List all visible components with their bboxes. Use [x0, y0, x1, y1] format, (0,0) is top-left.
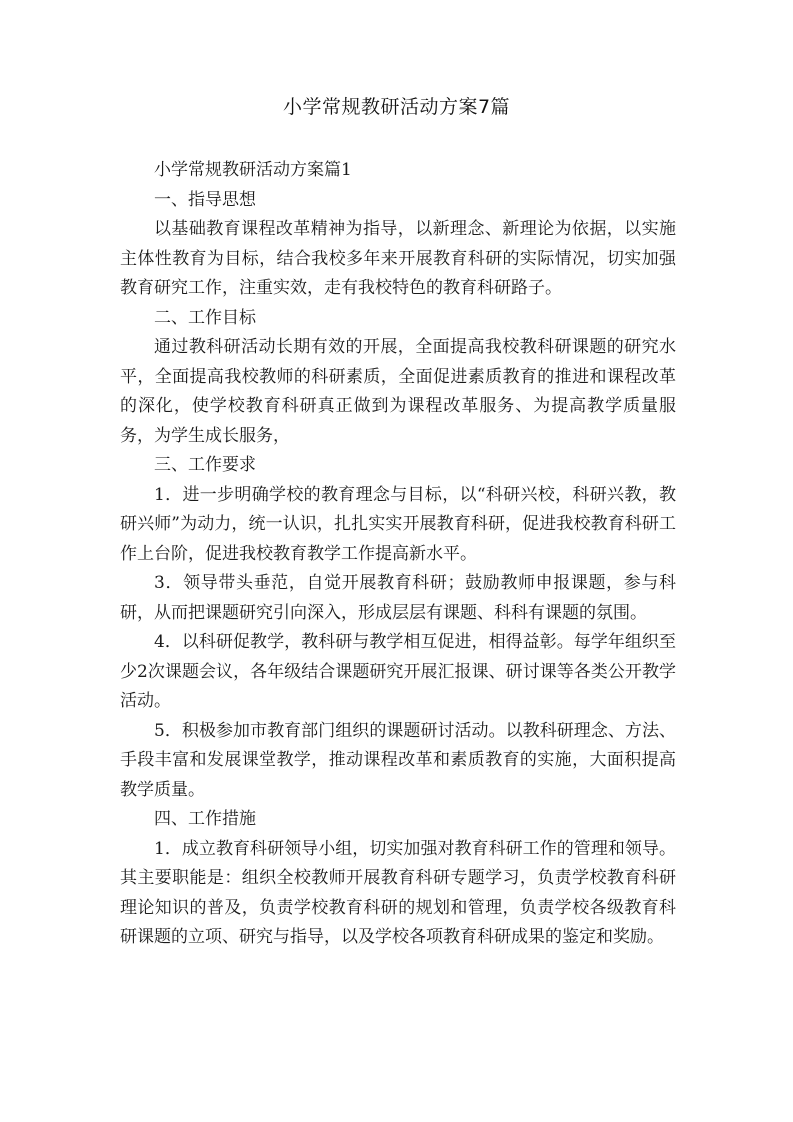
paragraph-requirement-3: 3．领导带头垂范，自觉开展教育科研；鼓励教师申报课题，参与科研，从而把课题研究引向深入，形成层层有课题、科科有课题的氛围。 [120, 573, 676, 623]
document-title: 小学常规教研活动方案7篇 [282, 96, 511, 118]
heading-guiding-ideology: 一、指导思想 [154, 189, 256, 210]
document-body [120, 156, 676, 953]
paragraph-guiding-ideology: 以基础教育课程改革精神为指导，以新理念、新理论为依据，以实施主体性教育为目标，结合我校多年来开展教育科研的实际情况，切实加强教育研究工作，注重实效，走有我校特色的教育科研路子。 [120, 219, 676, 298]
paragraph-requirement-1: 1．进一步明确学校的教育理念与目标，以“科研兴校，科研兴教，教研兴师”为动力，统一认识，扎扎实实开展教育科研，促进我校教育科研工作上台阶，促进我校教育教学工作提高新水平。 [120, 484, 676, 564]
heading-work-measures: 四、工作措施 [154, 809, 256, 829]
paragraph-work-goals: 通过教科研活动长期有效的开展，全面提高我校教科研课题的研究水平，全面提高我校教师的科研素质，全面促进素质教育的推进和课程改革的深化，使学校教育科研真正做到为课程改革服务、为提高教学质量服务，为学生成长服务， [120, 337, 676, 446]
heading-work-requirements: 三、工作要求 [154, 455, 256, 475]
heading-work-goals: 二、工作目标 [154, 307, 256, 328]
paragraph-requirement-4: 4．以科研促教学，教科研与教学相互促进，相得益彰。每学年组织至少2次课题会议，各年级结合课题研究开展汇报课、研讨课等各类公开教学活动。 [120, 632, 676, 711]
paragraph-requirement-5: 5．积极参加市教育部门组织的课题研讨活动。以教科研理念、方法、手段丰富和发展课堂教学，推动课程改革和素质教育的实施，大面积提高教学质量。 [120, 720, 676, 800]
section-title: 小学常规教研活动方案篇1 [154, 160, 352, 180]
paragraph-measure-1: 1．成立教育科研领导小组，切实加强对教育科研工作的管理和领导。其主要职能是：组织全校教师开展教育科研专题学习，负责学校教育科研理论知识的普及，负责学校教育科研的规划和管理，负责学校各级教育科研课题的立项、研究与指导，以及学校各项教育科研成果的鉴定和奖励。 [120, 838, 676, 947]
